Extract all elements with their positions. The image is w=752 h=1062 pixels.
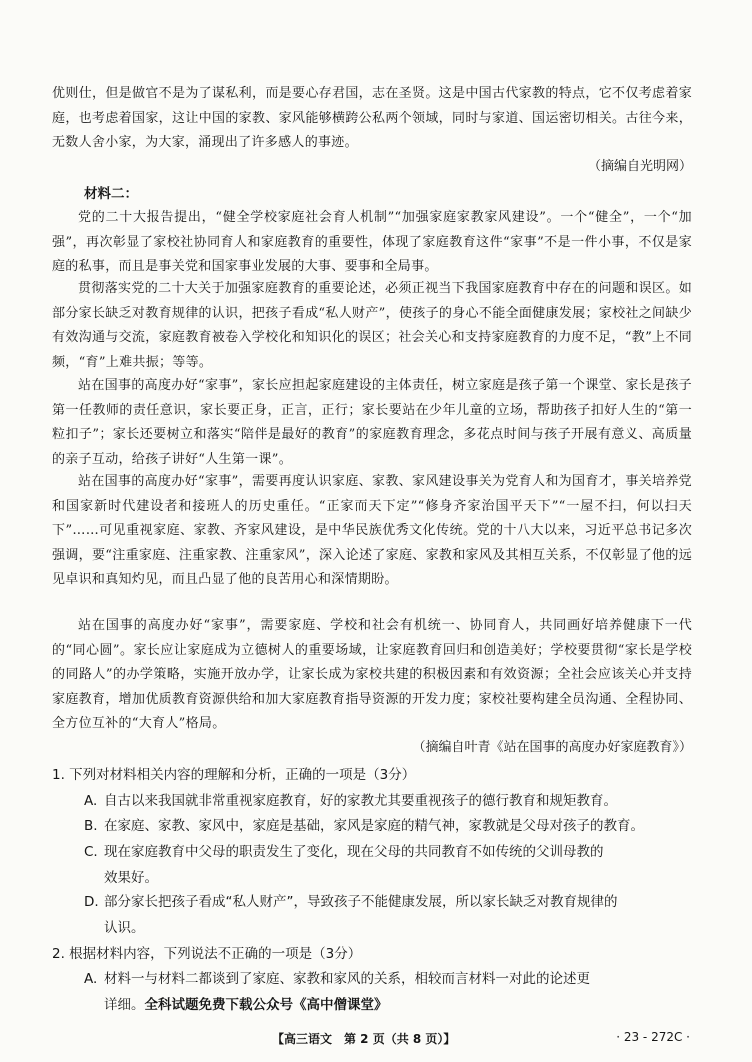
option-text: 自古以来我国就非常重视家庭教育，好的家教尤其要重视孩子的德行教育和规矩教育。 xyxy=(104,793,617,809)
option-letter: D. xyxy=(84,894,99,910)
material2-paragraph-2: 贯彻落实党的二十大关于加强家庭教育的重要论述，必须正视当下我国家庭教育中存在的问题和误区。如部分家长缺乏对教育规律的认识，把孩子看成“私人财产”，使孩子的身心不能全面健康发展；家校社之间缺少有效沟通与交流，家庭教育被卷入学校化和知识化的误区；社会关心和支持家庭教育的力度不足，“教”上不同频，“育”上难共振；等等。 xyxy=(52,281,692,370)
question1-option-a xyxy=(84,789,692,815)
option-continuation: 效果好。 xyxy=(104,869,158,886)
material2-source: （摘编自叶青《站在国事的高度办好家庭教育》） xyxy=(412,740,692,755)
option-text: 现在家庭教育中父母的职责发生了变化，现在父母的共同教育不如传统的父训母教的 xyxy=(104,844,604,860)
question1-stem: 1. 下列对材料相关内容的理解和分析，正确的一项是（3分） xyxy=(52,767,416,783)
option-letter: A. xyxy=(84,793,98,809)
material2-heading: 材料二： xyxy=(84,186,138,202)
page-footer xyxy=(0,1030,752,1050)
option-text: 部分家长把孩子看成“私人财产”，导致孩子不能健康发展，所以家长缺乏对教育规律的 xyxy=(104,894,618,910)
question1-option-d xyxy=(84,890,692,941)
option-text: 在家庭、家教、家风中，家庭是基础，家风是家庭的精气神，家教就是父母对孩子的教育。 xyxy=(104,818,644,834)
material2-paragraph-5: 站在国事的高度办好“家事”，需要家庭、学校和社会有机统一、协同育人，共同画好培养健康下一代的“同心圆”。家长应让家庭成为立德树人的重要场域，让家庭教育回归和创造美好；学校要贯彻“家长是学校的同路人”的办学策略，实施开放办学，让家长成为家校共建的积极因素和有效资源；全社会应该关心并支持家庭教育，增加优质教育资源供给和加大家庭教育指导资源的开发力度；家校社要构建全员沟通、全程协同、全方位互补的“大育人”格局。 xyxy=(52,618,692,731)
option-text: 材料一与材料二都谈到了家庭、家教和家风的关系，相较而言材料一对此的论述更 xyxy=(104,971,590,987)
option-continuation: 认识。 xyxy=(104,919,145,936)
question1-option-c xyxy=(84,840,692,891)
option-continuation-text: 详细。 xyxy=(104,996,145,1013)
footer-page-label: 【高三语文 第 2 页（共 8 页）】 xyxy=(272,1032,456,1046)
option-letter: B. xyxy=(84,818,98,834)
question1-option-b xyxy=(84,814,692,840)
material1-source: （摘编自光明网） xyxy=(587,159,692,174)
footer-exam-code: · 23 - 272C · xyxy=(616,1030,690,1044)
material1-tail-paragraph: 优则仕，但是做官不是为了谋私利，而是要心存君国，志在圣贤。这是中国古代家教的特点，它不仅考虑着家庭，也考虑着国家，这让中国的家教、家风能够横跨公私两个领域，同时与家道、国运密切相关。古往今来，无数人舍小家，为大家，涌现出了许多感人的事迹。 xyxy=(52,86,692,150)
option-continuation xyxy=(84,993,692,1019)
material2-paragraph-4: 站在国事的高度办好“家事”，需要再度认识家庭、家教、家风建设事关为党育人和为国育才，事关培养党和国家新时代建设者和接班人的历史重任。“正家而天下定”“修身齐家治国平天下”“一屋不扫，何以扫天下”……可见重视家庭、家教、齐家风建设，是中华民族优秀文化传统。党的十八大以来，习近平总书记多次强调，要“注重家庭、注重家教、注重家风”，深入论述了家庭、家教和家风及其相互关系，不仅彰显了他的远见卓识和真知灼见，而且凸显了他的良苦用心和深情期盼。 xyxy=(52,474,692,587)
option-letter: C. xyxy=(84,844,98,860)
advert-text: 全科试题免费下载公众号《高中僧课堂》 xyxy=(144,996,388,1013)
option-letter: A. xyxy=(84,971,98,987)
material2-paragraph-3: 站在国事的高度办好“家事”，家长应担起家庭建设的主体责任，树立家庭是孩子第一个课堂、家长是孩子第一任教师的责任意识，家长要正身，正言，正行；家长要站在少年儿童的立场，帮助孩子扣好人生的“第一粒扣子”；家长还要树立和落实“陪伴是最好的教育”的家庭教育理念，多花点时间与孩子开展有意义、高质量的亲子互动，给孩子讲好“人生第一课”。 xyxy=(52,378,692,467)
question2-stem: 2. 根据材料内容，下列说法不正确的一项是（3分） xyxy=(52,946,362,962)
material2-paragraph-1: 党的二十大报告提出，“健全学校家庭社会育人机制”“加强家庭家教家风建设”。一个“健全”，一个“加强”，再次彰显了家校社协同育人和家庭教育的重要性，体现了家庭教育这件“家事”不是一件小事，不仅是家庭的私事，而且是事关党和国家事业发展的大事、要事和全局事。 xyxy=(52,210,692,274)
question2-option-a xyxy=(84,967,692,1018)
